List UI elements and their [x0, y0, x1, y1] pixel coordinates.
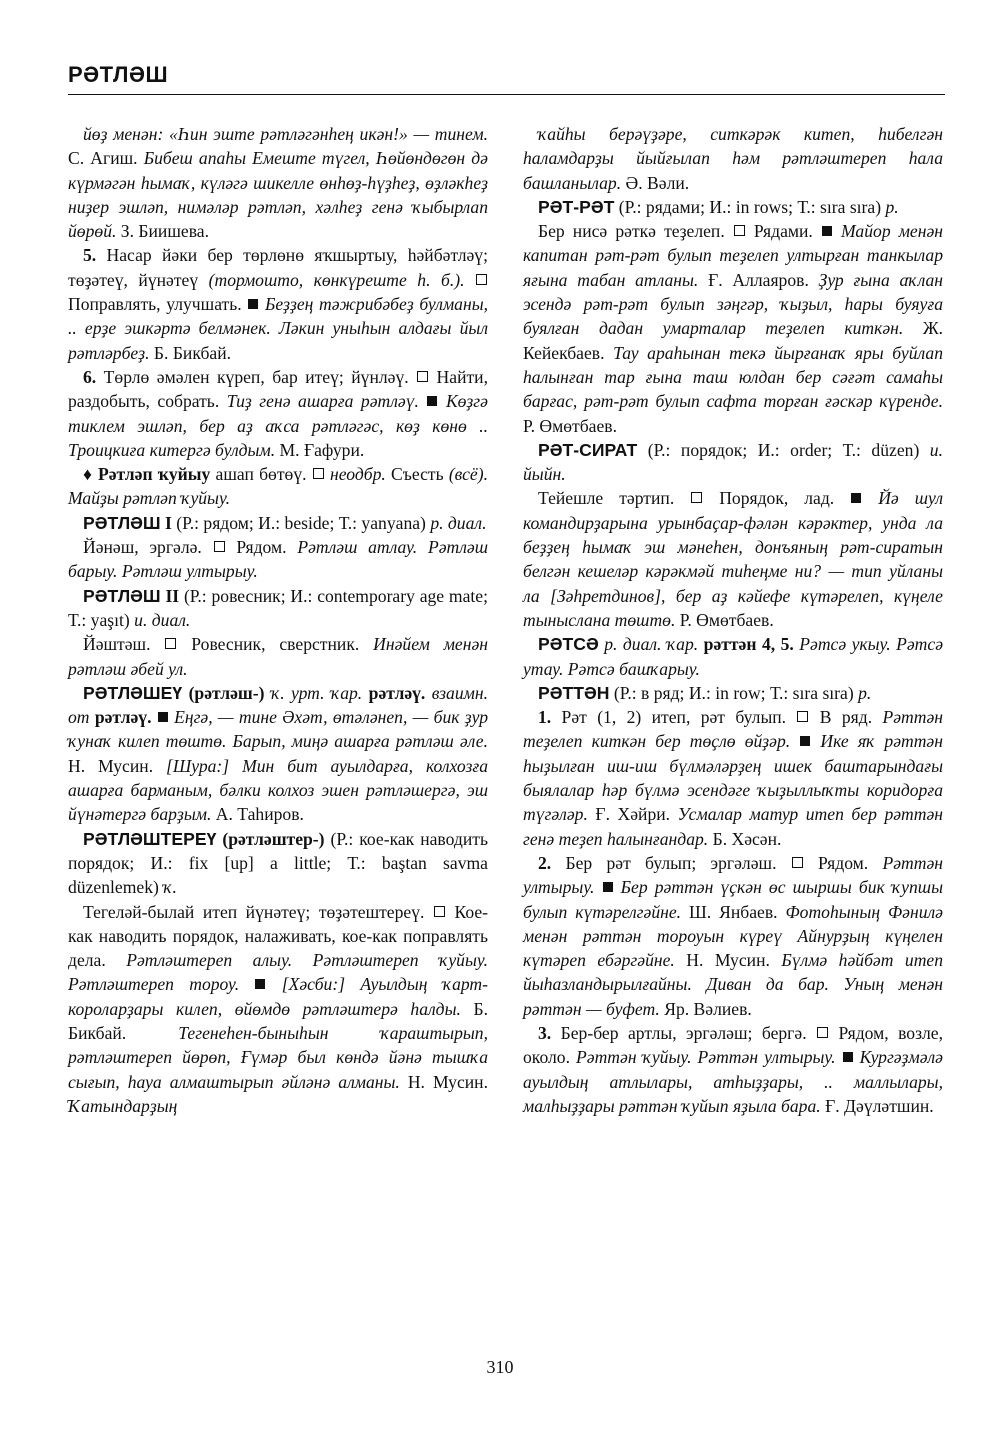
entry-text-paragraph: РӘТСӘ р. диал. ҡар. рәттән 4, 5. Рәтсә укыу. Рәтсә утау. Рәтсә башҡарыу. [523, 634, 944, 679]
entry-text-paragraph: ҡайһы берәүҙәре, ситкәрәк китеп, һибелгән һаламдарҙы йыйғылап һәм рәтләштереп һала башланылар. Ә. Вәли. [523, 124, 943, 193]
page-number: 310 [486, 1357, 514, 1377]
running-head: РӘТЛӘШ [68, 62, 169, 87]
entry-text-paragraph: Тейешле тәртип. Порядок, лад. Йә шул командирҙарына урынбаҫар-фәлән кәрәктер, унда ла беҙҙең һымаҡ эш мәнеһен, донъяның рәт-сиратын белгән кешеләр кәрәкмәй тиһеңме ни? — тип уйланы ла [Зәһретдинов], бер аҙ кәйефе күтәрелеп, күңеле тыныслана төштө. Р. Өмөтбаев. [523, 488, 943, 630]
entry-text-paragraph: РӘТЛӘШ II (Р.: ровесник; И.: contemporary age mate; Т.: yaşıt) и. диал. [68, 585, 488, 630]
entry-text-paragraph: РӘТЛӘШ I (Р.: рядом; И.: beside; Т.: yanyana) р. диал. [83, 512, 487, 533]
right-column [523, 122, 943, 1118]
entry-text-paragraph: 1. Рәт (1, 2) итеп, рәт булып. В ряд. Рәттән теҙелеп киткән бер төҫлө өйҙәр. Ике яҡ рәттән һыҙылған иш-иш бүлмәләрҙең ишек баштарындағы быялалар һәр бүлмә эсендәге ҡыҙыллыҡты коридорға түгәләр. Ғ. Хәйри. Усмалар матур итеп бер рәттән генә теҙеп һалынғандар. Б. Хәсән. [523, 707, 943, 849]
entry-text-paragraph: РӘТТӘН (Р.: в ряд; И.: in row; Т.: sıra sıra) р. [538, 682, 872, 703]
entry-text-paragraph: 5. Насар йәки бер төрлөнө яҡшыртыу, һәйбәтләү; төҙәтеү, йүнәтеү (тормошто, көнкүреште һ. б.). Поправлять, улучшать. Беҙҙең тәжрибәбеҙ булманы, .. ерҙе эшкәртә белмәнек. Ләкин уныһын алдағы йыл рәтләрбеҙ. Б. Бикбай. [68, 245, 489, 363]
entry-text-paragraph: 3. Бер-бер артлы, эргәләш; бергә. Рядом, возле, около. Рәттән ҡуйыу. Рәттән ултырыу. Кургәҙмәлә ауылдың атлылары, атһыҙҙары, .. маллылары, малһыҙҙары рәттән ҡуйып яҙыла бара. Ғ. Дәүләтшин. [523, 1022, 944, 1116]
entry-text-paragraph: ♦ Рәтләп ҡуйыу ашап бөтөү. неодбр. Съесть (всё). Майҙы рәтләп ҡуйыу. [68, 464, 488, 509]
entry-text-paragraph: Бер нисә рәткә теҙелеп. Рядами. Майор менән капитан рәт-рәт булып теҙелеп ултырған танкылар яғына табан атланы. Ғ. Аллаяров. Ҙур ғына аҡлан эсендә рәт-рәт булып зәңгәр, ҡыҙыл, һары буяуға буялған дадан умарталар теҙелеп киткән. Ж. Кейекбаев. Тау араһынан текә йырғанаҡ яры буйлап һалынған тар ғына таш юлдан бер сәғәт самаһы барғас, рәт-рәт булып сафта торған ғәскәр күренде. Р. Өмөтбаев. [523, 221, 944, 436]
entry-text-paragraph: РӘТ-РӘТ (Р.: рядами; И.: in rows; Т.: sıra sıra) р. [538, 196, 899, 217]
entry-text-paragraph: 2. Бер рәт булып; эргәләш. Рядом. Рәттән ултырыу. Бер рәттән үҫкән өс шыршы бик ҡупшы булып күтәрелгәйне. Ш. Янбаев. Фотоһының Фәнилә менән рәттән тороуын күреү Айнурҙың күңелен күтәреп ебәргәйне. Н. Мусин. Бүлмә һәйбәт итеп йыһазландырылғайны. Диван да бар. Уның менән рәттән — буфет. Яр. Вәлиев. [523, 852, 944, 1019]
entry-text-paragraph: йөҙ менән: «Һин эште рәтләгәнһең икән!» — тинем. С. Агиш. Бибеш апаһы Емеште түгел, Һөйөндөгөн дә күрмәгән һымаҡ, күләгә шикелле өнһөҙ-һүҙһеҙ, өҙләкһеҙ ниҙер эшләп, нимәләр рәтләп, хәлһеҙ генә ҡыбырлап йөрөй. З. Биишева. [68, 124, 488, 242]
entry-text-paragraph: РӘТЛӘШЕҮ (рәтләш-) ҡ. урт. ҡар. рәтләү. взаимн. от рәтләү. Еңгә, — тине Әхәт, өтәләнеп, — бик ҙур ҡунаҡ килеп төштө. Барып, миңә ашарға рәтләш әле. Н. Мусин. [Шура:] Мин бит ауылдарға, колхозға ашарға барманым, бәлки колхоз эшен рәтләшергә, эш йүнәтергә барҙым. А. Таһиров. [68, 682, 489, 825]
entry-text-paragraph: 6. Төрлө әмәлен күреп, бар итеү; йүнләү. Найти, раздобыть, собрать. Тиҙ генә ашарға рәтләү. Көҙгә тиклем эшләп, бер аҙ аҡса рәтләгәс, көҙ көнө .. Троицкиға китергә булдым. М. Ғафури. [68, 366, 488, 460]
entry-text-paragraph: Йәнәш, эргәлә. Рядом. Рәтләш атлау. Рәтләш барыу. Рәтләш ултырыу. [68, 537, 488, 582]
entry-text-paragraph: Йәштәш. Ровесник, сверстник. Инәйем менән рәтләш әбей ул. [68, 634, 489, 679]
entry-text-paragraph: РӘТЛӘШТЕРЕҮ (рәтләштер-) (Р.: кое-как наводить порядок; И.: fix [up] a little; Т.: baştan savma düzenlemek) ҡ. [68, 828, 488, 898]
entry-text-paragraph: Тегеләй-былай итеп йүнәтеү; төҙәтештереү. Кое-как наводить порядок, налаживать, кое-как поправлять дела. Рәтләштереп алыу. Рәтләштереп ҡуйыу. Рәтләштереп тороу. [Хәсби:] Ауылдың ҡарт-короларҙары килеп, өйөмдө рәтләштерә һалды. Б. Бикбай. Тегенеһен-быныһын ҡараштырып, рәтләштереп йөрөп, Ғүмәр был көндә йәнә тышҡа сығып, һауа алмаштырып әйләнә алманы. Н. Мусин. Ҡатындарҙың [68, 901, 488, 1116]
header-rule [68, 94, 945, 95]
entry-text-paragraph: РӘТ-СИРАТ (Р.: порядок; И.: order; Т.: düzen) и. йыйн. [523, 439, 943, 485]
left-column [68, 122, 488, 1118]
